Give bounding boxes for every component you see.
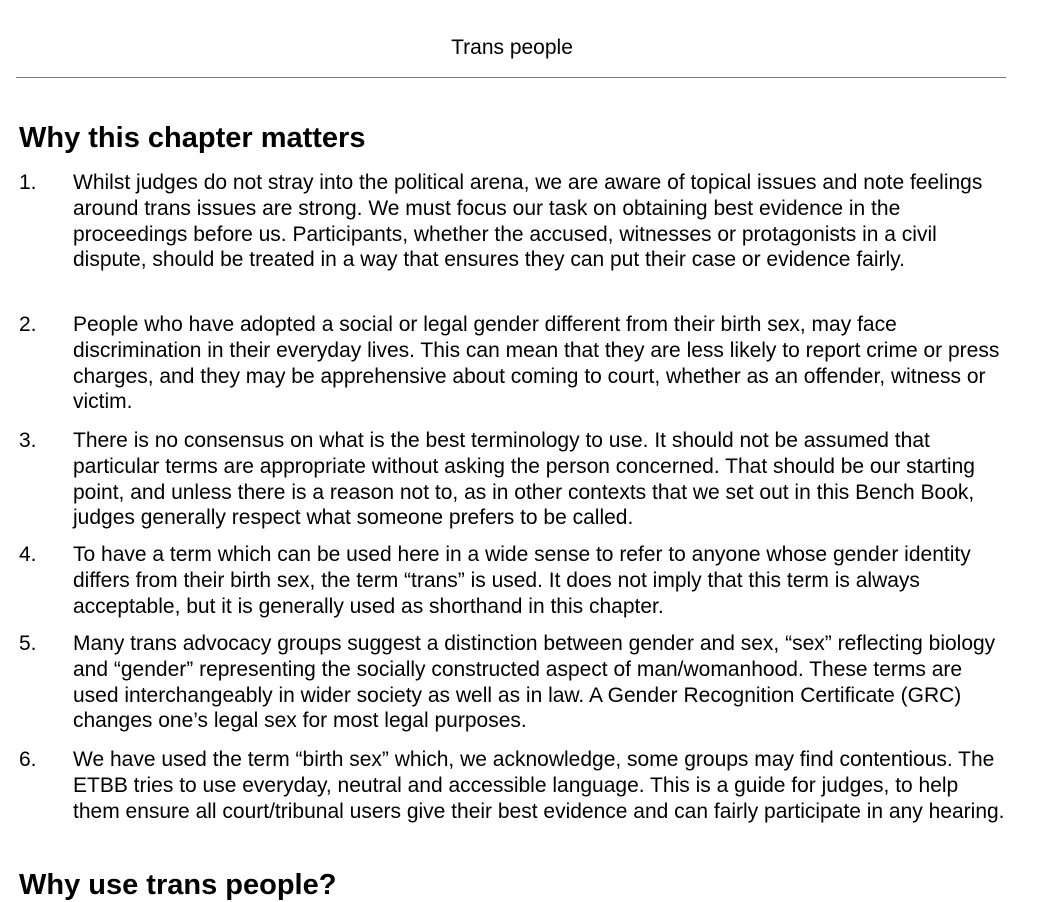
paragraph-number: 6. — [19, 748, 37, 771]
paragraph-number: 4. — [19, 543, 37, 566]
paragraph-number: 1. — [19, 171, 37, 194]
paragraph-5 — [19, 631, 1009, 734]
running-header-title: Trans people — [451, 36, 573, 59]
paragraph-text: There is no consensus on what is the best terminology to use. It should not be assumed that particular terms are appropriate without asking the person concerned. That should be our starting point, and unless there is a reason not to, as in other contexts that we set out in this Bench Book, judges generally respect what someone prefers to be called. — [73, 429, 975, 530]
paragraph-text: Many trans advocacy groups suggest a distinction between gender and sex, “sex” reflecting biology and “gender” representing the socially constructed aspect of man/womanhood. These terms are used interchangeably in wider society as well as in law. A Gender Recognition Certificate (GRC) changes one’s legal sex for most legal purposes. — [73, 632, 996, 733]
paragraph-4 — [19, 542, 1009, 619]
next-section-heading: Why use trans people? — [19, 869, 337, 901]
paragraph-6 — [19, 747, 1009, 824]
paragraph-number: 2. — [19, 313, 37, 336]
paragraph-2 — [19, 312, 1009, 415]
paragraph-number: 5. — [19, 632, 37, 655]
paragraph-text: Whilst judges do not stray into the political arena, we are aware of topical issues and note feelings around trans issues are strong. We must focus our task on obtaining best evidence in the proceedings before us. Participants, whether the accused, witnesses or protagonists in a civil dispute, should be treated in a way that ensures they can put their case or evidence fairly. — [73, 171, 983, 272]
section-heading: Why this chapter matters — [19, 122, 366, 154]
paragraph-text: We have used the term “birth sex” which, we acknowledge, some groups may find contentious. The ETBB tries to use everyday, neutral and accessible language. This is a guide for judges, to help them ensure all court/tribunal users give their best evidence and can fairly participate in any hearing. — [73, 748, 1005, 823]
paragraph-text: People who have adopted a social or legal gender different from their birth sex, may face discrimination in their everyday lives. This can mean that they are less likely to report crime or press charges, and they may be apprehensive about coming to court, whether as an offender, witness or victim. — [73, 313, 1000, 414]
paragraph-1 — [19, 170, 1009, 273]
paragraph-text: To have a term which can be used here in a wide sense to refer to anyone whose gender identity differs from their birth sex, the term “trans” is used. It does not imply that this term is always acceptable, but it is generally used as shorthand in this chapter. — [73, 543, 971, 618]
paragraph-number: 3. — [19, 429, 37, 452]
header-divider — [16, 77, 1006, 78]
paragraph-3 — [19, 428, 1009, 531]
